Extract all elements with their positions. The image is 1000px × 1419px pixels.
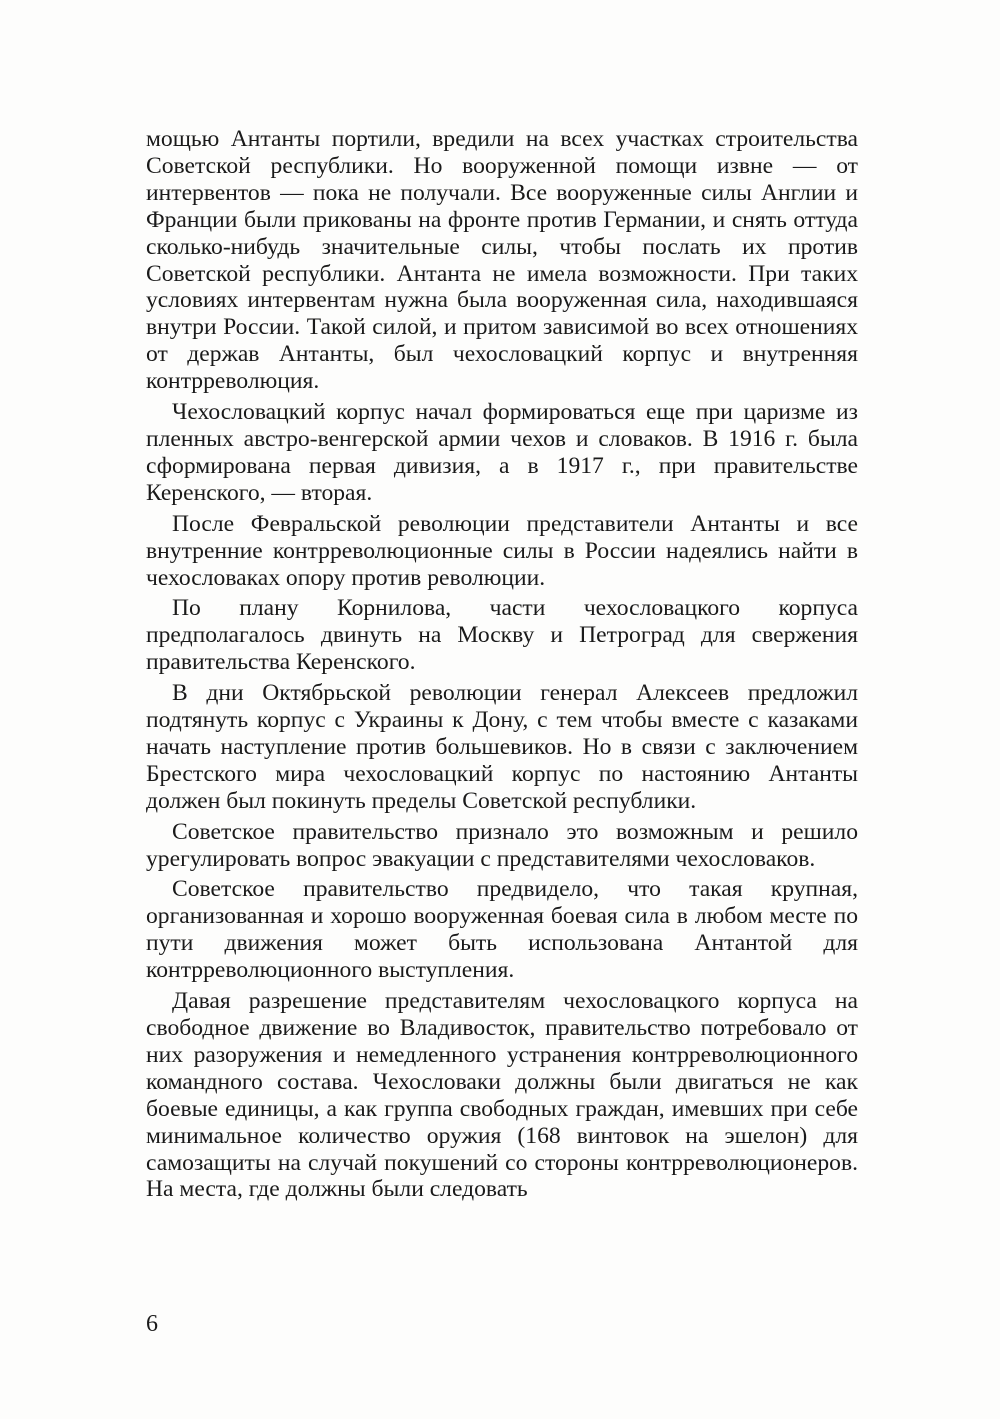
body-text	[146, 126, 858, 1207]
paragraph-2: Чехословацкий корпус начал формироваться еще при царизме из пленных австро-венгерской армии чехов и словаков. В 1916 г. была сформирована первая дивизия, а в 1917 г., при правительстве Керенского, — вторая.	[146, 399, 858, 506]
paragraph-3: После Февральской революции представители Антанты и все внутренние контрреволюционные силы в России надеялись найти в чехословаках опору против революции.	[146, 510, 858, 591]
paragraph-4: По плану Корнилова, части чехословацкого корпуса предполагалось двинуть на Москву и Петроград для свержения правительства Керенского.	[146, 595, 858, 676]
paragraph-5: В дни Октябрьской революции генерал Алексеев предложил подтянуть корпус с Украины к Дону, с тем чтобы вместе с казаками начать наступление против большевиков. Но в связи с заключением Брестского мира чехословацкий корпус по настоянию Антанты должен был покинуть пределы Советской республики.	[146, 680, 858, 814]
paragraph-6: Советское правительство признало это возможным и решило урегулировать вопрос эвакуации с представителями чехословаков.	[146, 818, 858, 872]
paragraph-7: Советское правительство предвидело, что такая крупная, организованная и хорошо вооруженная боевая сила в любом месте по пути движения может быть использована Антантой для контрреволюционного выступления.	[146, 876, 858, 984]
paragraph-1: мощью Антанты портили, вредили на всех участках строительства Советской республики. Но вооруженной помощи извне — от интервентов — пока не получали. Все вооруженные силы Англии и Франции были прикованы на фронте против Германии, и снять оттуда сколько-нибудь значительные силы, чтобы послать их против Советской республики. Антанта не имела возможности. При таких условиях интервентам нужна была вооруженная сила, находившаяся внутри России. Такой силой, и притом зависимой во всех отношениях от держав Антанты, был чехословацкий корпус и внутренняя контрреволюция.	[146, 126, 858, 395]
page-number: 6	[146, 1311, 158, 1337]
paragraph-8: Давая разрешение представителям чехословацкого корпуса на свободное движение во Владивосток, правительство потребовало от них разоружения и немедленного устранения контрреволюционного командного состава. Чехословаки должны были двигаться не как боевые единицы, а как группа свободных граждан, имевших при себе минимальное количество оружия (168 винтовок на эшелон) для самозащиты на случай покушений со стороны контрреволюционеров. На места, где должны были следовать	[146, 988, 858, 1203]
